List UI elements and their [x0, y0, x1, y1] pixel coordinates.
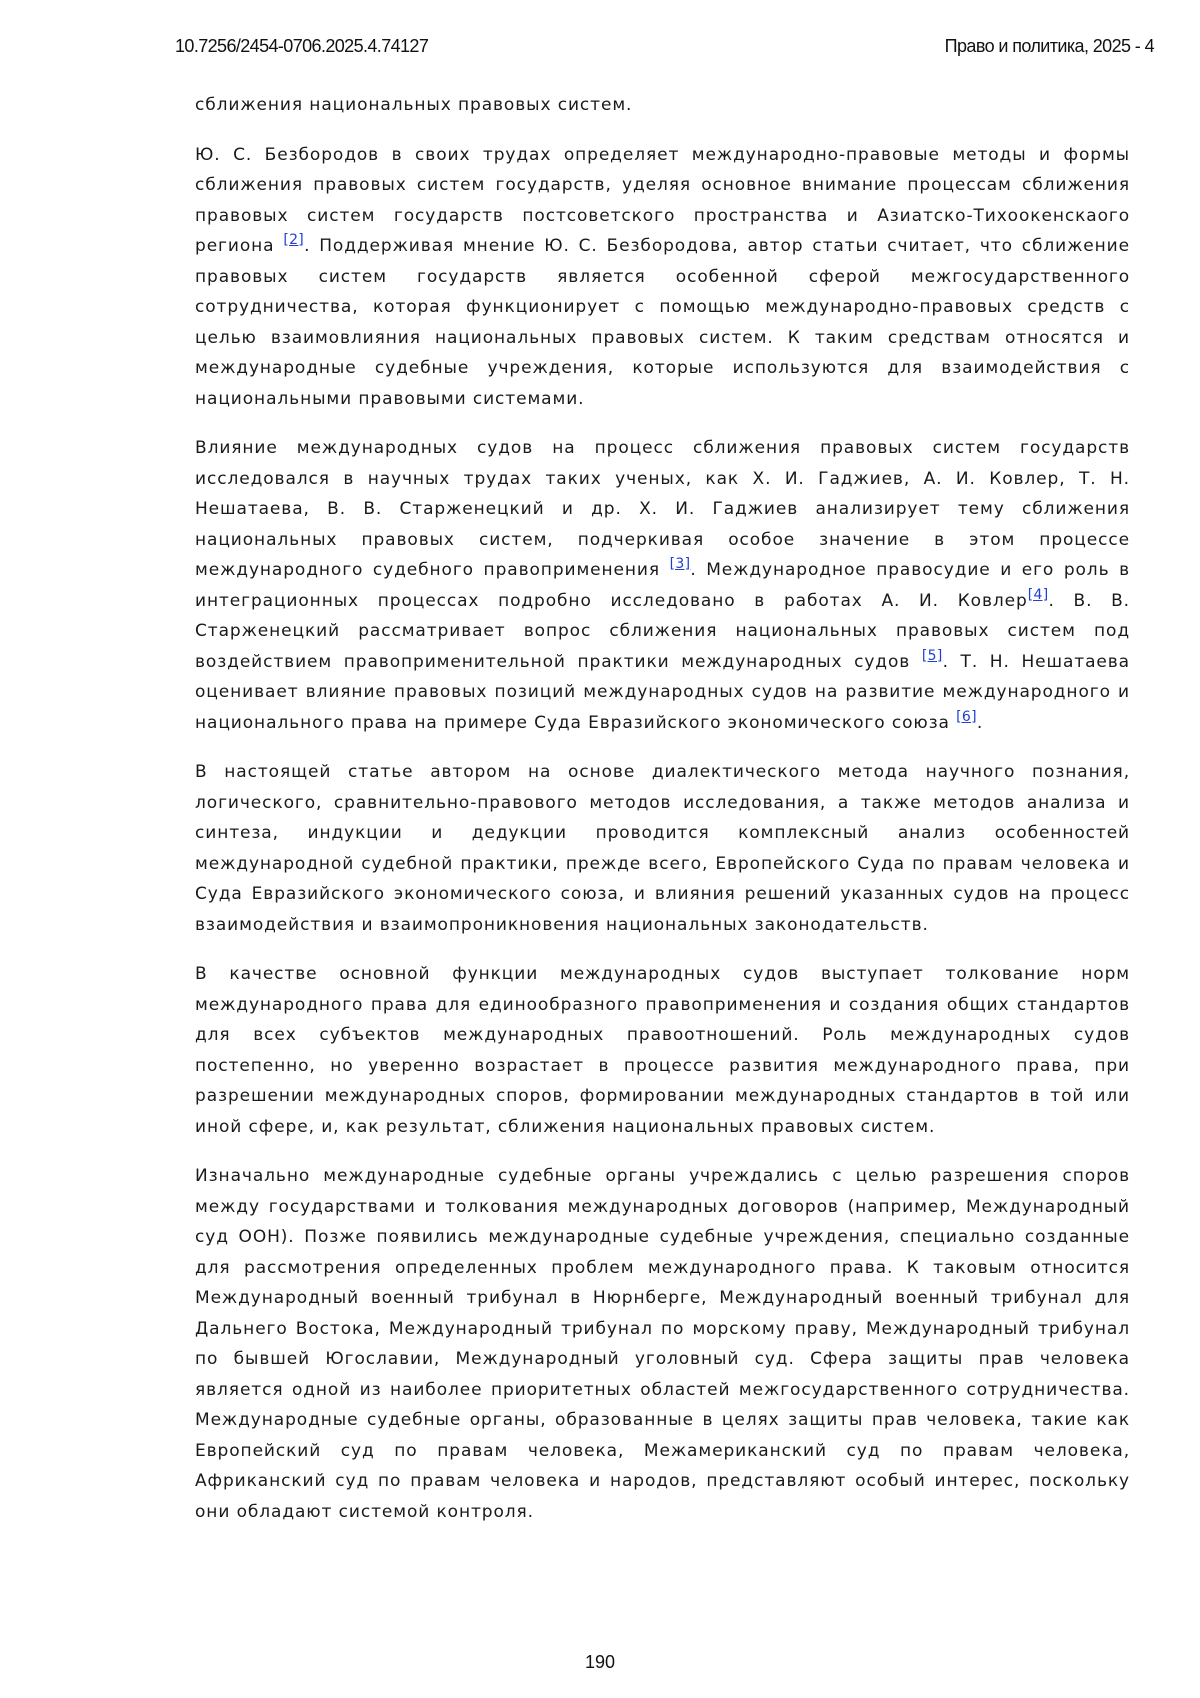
paragraph-text: . В. В. Старженецкий рассматривает вопрос сближения национальных правовых систем под воздействием правоприменительной практики международных судов: [195, 591, 1130, 672]
footnote-link-4[interactable]: [4]: [1028, 587, 1049, 603]
paragraph-court-function: В качестве основной функции международных судов выступает толкование норм международного права для единообразного правоприменения и создания общих стандартов для всех субъектов международных правоотношений. Роль международных судов постепенно, но уверенно возрастает в процессе развития международного права, при разрешении международных споров, формировании международных стандартов в той или иной сфере, и, как результат, сближения национальных правовых систем.: [195, 959, 1130, 1142]
footnote-link-6[interactable]: [6]: [956, 709, 977, 725]
paragraph-text: . Поддерживая мнение Ю. С. Безбородова, автор статьи считает, что сближение правовых систем государств является особенной сферой межгосударственного сотрудничества, которая функционирует с помощью международно-правовых средств с целью взаимовлияния национальных правовых систем. К таким средствам относятся и международные судебные учреждения, которые используются для взаимодействия с национальными правовыми системами.: [195, 236, 1130, 409]
journal-issue-label: Право и политика, 2025 - 4: [945, 36, 1154, 57]
footnote-link-3[interactable]: [3]: [670, 556, 691, 572]
paragraph-methodology: В настоящей статье автором на основе диалектического метода научного познания, логического, сравнительно-правового методов исследования, а также методов анализа и синтеза, индукции и дедукции проводится комплексный анализ особенностей международной судебной практики, прежде всего, Европейского Суда по правам человека и Суда Евразийского экономического союза, и влияния решений указанных судов на процесс взаимодействия и взаимопроникновения национальных законодательств.: [195, 757, 1130, 940]
article-body: [195, 90, 1130, 1546]
paragraph-text: Влияние международных судов на процесс сближения правовых систем государств исследовался в научных трудах таких ученых, как Х. И. Гаджиев, А. И. Ковлер, Т. Н. Нешатаева, В. В. Старженецкий и др. Х. И. Гаджиев анализирует тему сближения национальных правовых систем, подчеркивая особое значение в этом процессе международного судебного правоприменения: [195, 438, 1130, 580]
paragraph-text: .: [977, 713, 983, 733]
footnote-link-2[interactable]: [2]: [283, 232, 304, 248]
paragraph-continuation: сближения национальных правовых систем.: [195, 90, 1130, 121]
paragraph-international-courts-influence: [195, 433, 1130, 738]
paragraph-text: . Международное правосудие и его роль в интеграционных процессах подробно исследовано в работах А. И. Ковлер: [195, 560, 1130, 611]
page-number: 190: [0, 1652, 1200, 1673]
paragraph-text: . Т. Н. Нешатаева оценивает влияние правовых позиций международных судов на развитие международного и национального права на примере Суда Евразийского экономического союза: [195, 652, 1130, 733]
footnote-link-5[interactable]: [5]: [922, 648, 943, 664]
paragraph-text: Ю. С. Безбородов в своих трудах определяет международно-правовые методы и формы сближения правовых систем государств, уделяя основное внимание процессам сближения правовых систем государств постсоветского пространства и Азиатско-Тихоокенскаого региона: [195, 145, 1130, 257]
running-header: [175, 36, 1154, 62]
paragraph-court-history: Изначально международные судебные органы учреждались с целью разрешения споров между государствами и толкования международных договоров (например, Международный суд ООН). Позже появились международные судебные учреждения, специально созданные для рассмотрения определенных проблем международного права. К таковым относится Международный военный трибунал в Нюрнберге, Международный военный трибунал для Дальнего Востока, Международный трибунал по морскому праву, Международный трибунал по бывшей Югославии, Международный уголовный суд. Сфера защиты прав человека является одной из наиболее приоритетных областей межгосударственного сотрудничества. Международные судебные органы, образованные в целях защиты прав человека, такие как Европейский суд по правам человека, Межамериканский суд по правам человека, Африканский суд по правам человека и народов, представляют особый интерес, поскольку они обладают системой контроля.: [195, 1161, 1130, 1527]
paragraph-bezborodov: [195, 140, 1130, 415]
doi-label: 10.7256/2454-0706.2025.4.74127: [175, 36, 428, 57]
